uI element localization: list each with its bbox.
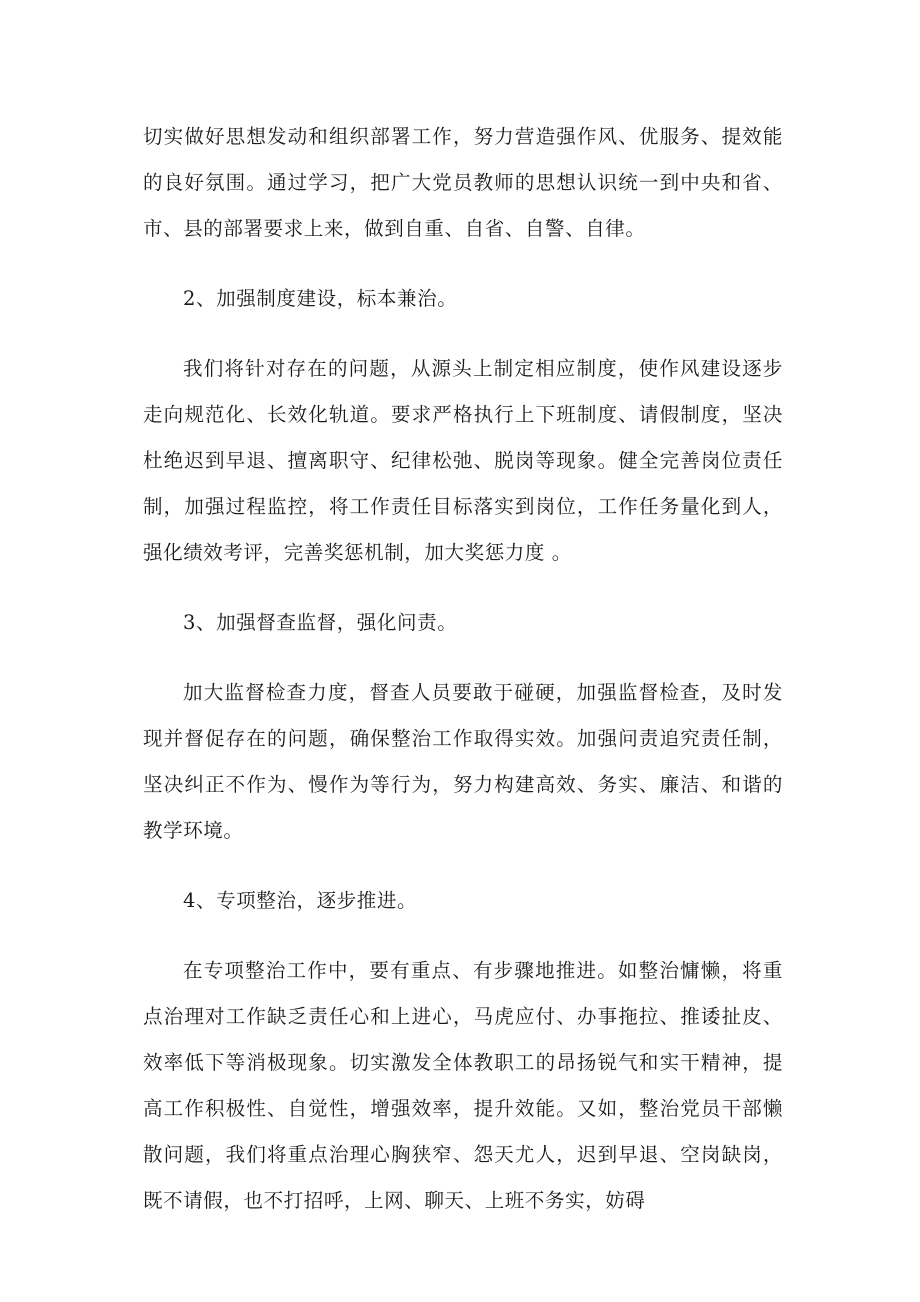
paragraph-continuation: 切实做好思想发动和组织部署工作，努力营造强作风、优服务、提效能的良好氛围。通过学习，把广大党员教师的思想认识统一到中央和省、市、县的部署要求上来，做到自重、自省、自警、自律。 (143, 125, 783, 240)
document-body (143, 114, 783, 1224)
paragraph-special-rectification: 在专项整治工作中，要有重点、有步骤地推进。如整治慵懒，将重点治理对工作缺乏责任心和上进心，马虎应付、办事拖拉、推诿扯皮、效率低下等消极现象。切实激发全体教职工的昂扬锐气和实干精神，提高工作积极性、自觉性，增强效率，提升效能。又如，整治党员干部懒散问题，我们将重点治理心胸狭窄、怨天尤人，迟到早退、空岗缺岗，既不请假，也不打招呼，上网、聊天、上班不务实，妨碍 (143, 959, 783, 1212)
section-heading-3: 3、加强督查监督，强化问责。 (183, 611, 458, 634)
paragraph-supervision: 加大监督检查力度，督查人员要敢于碰硬，加强监督检查，及时发现并督促存在的问题，确保整治工作取得实效。加强问责追究责任制，坚决纠正不作为、慢作为等行为，努力构建高效、务实、廉洁、和谐的教学环境。 (143, 681, 783, 842)
section-heading-2: 2、加强制度建设，标本兼治。 (183, 287, 458, 310)
section-heading-4: 4、专项整治，逐步推进。 (183, 889, 418, 912)
paragraph-institution-building: 我们将针对存在的问题，从源头上制定相应制度，使作风建设逐步走向规范化、长效化轨道。要求严格执行上下班制度、请假制度，坚决杜绝迟到早退、擅离职守、纪律松弛、脱岗等现象。健全完善岗位责任制，加强过程监控，将工作责任目标落实到岗位，工作任务量化到人，强化绩效考评，完善奖惩机制，加大奖惩力度 。 (143, 357, 783, 564)
